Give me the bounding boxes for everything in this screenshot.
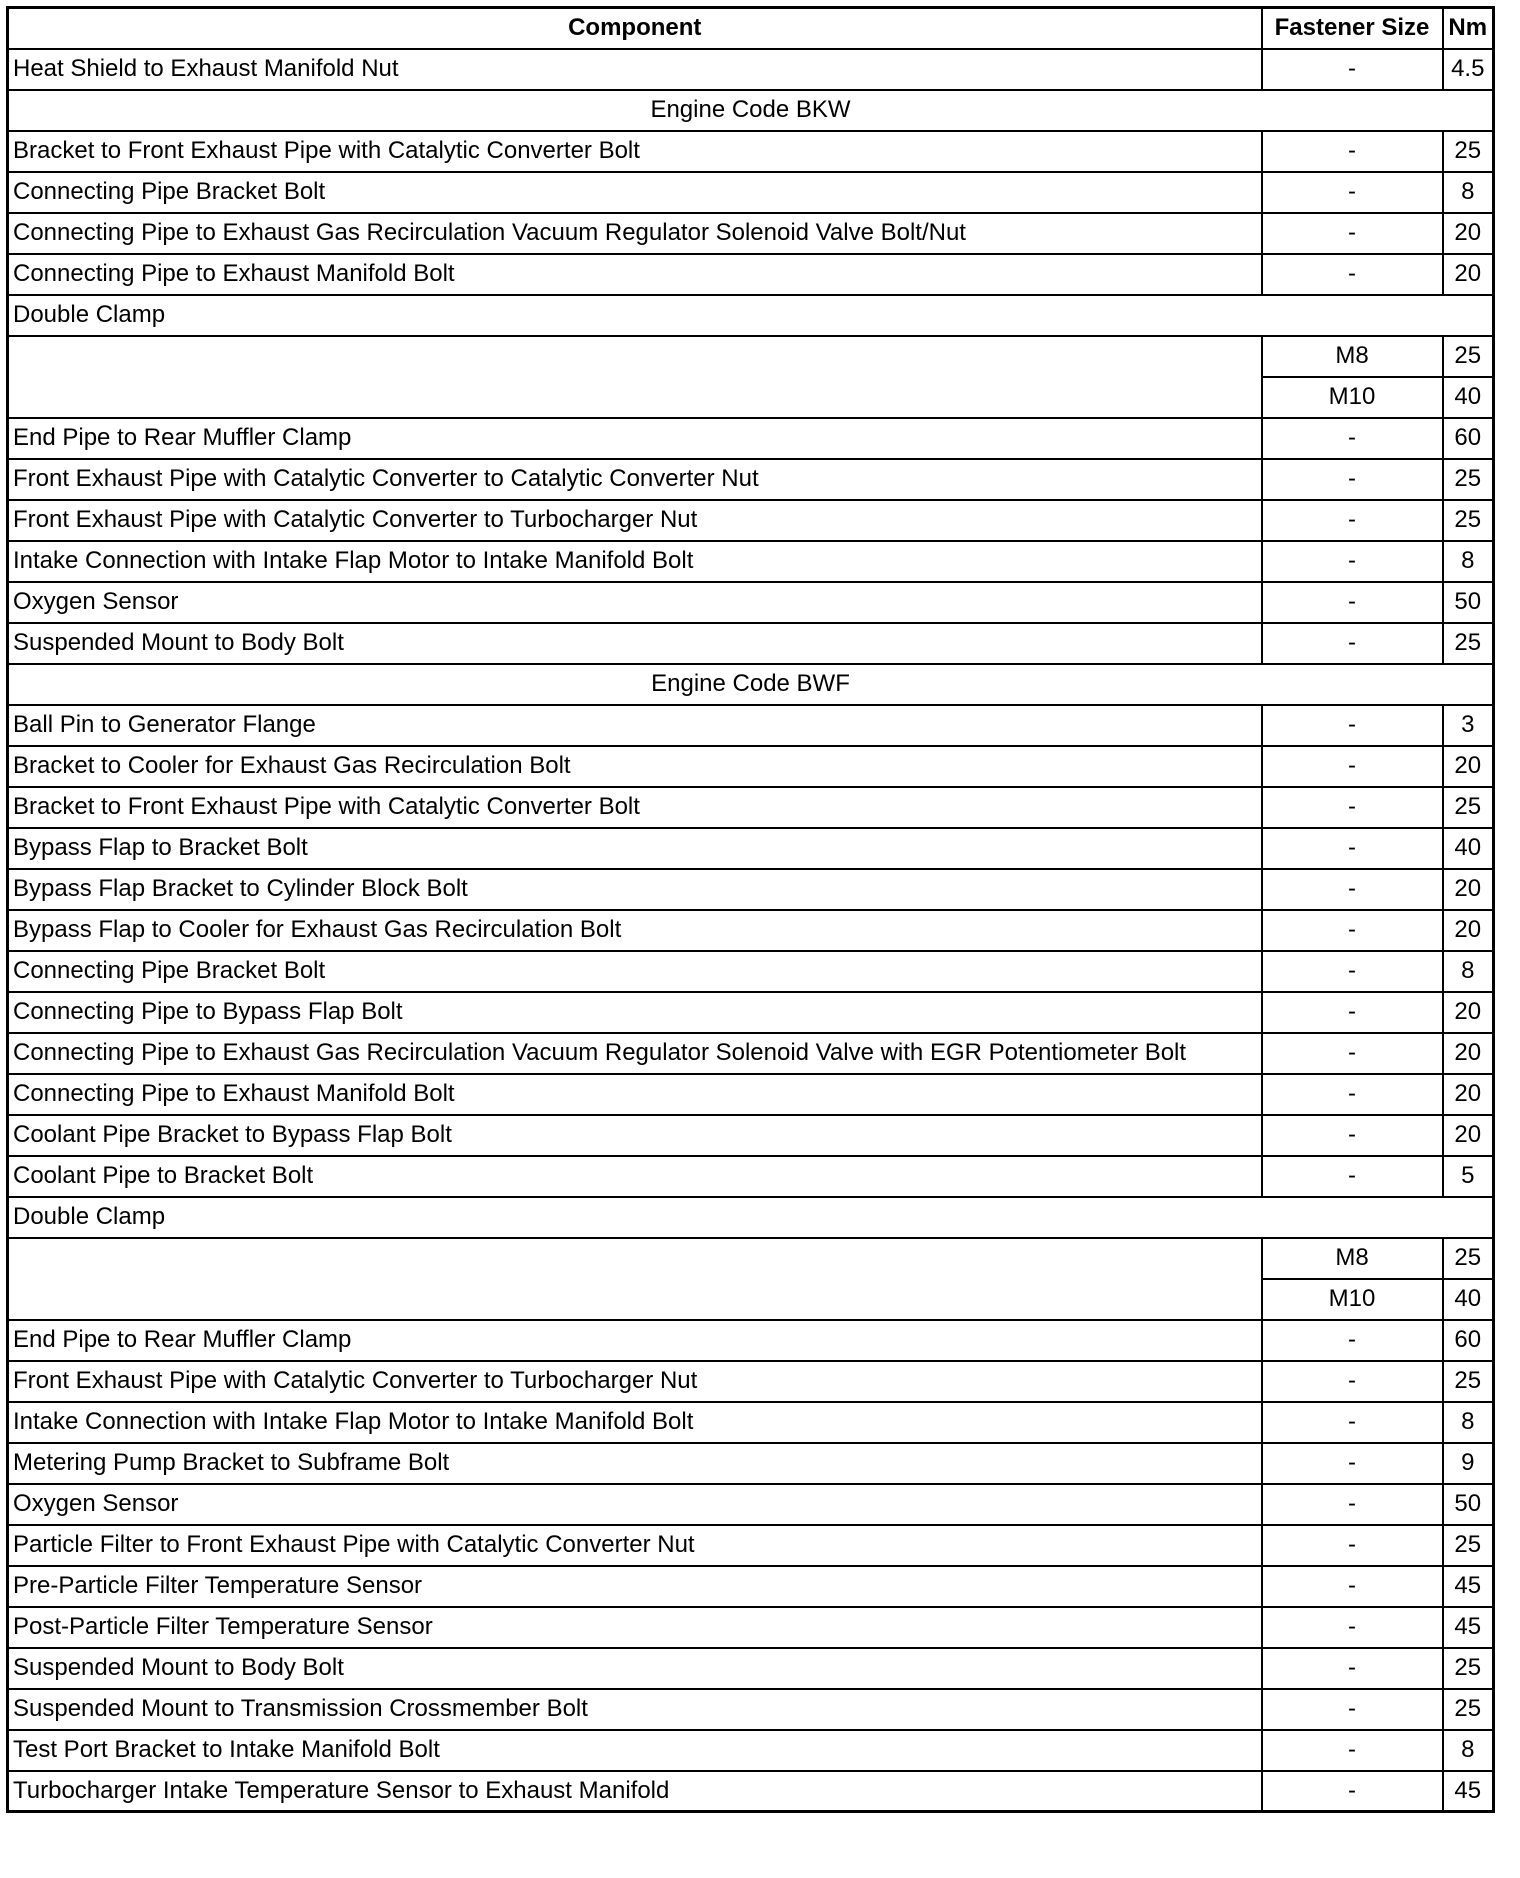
table-row: [8, 131, 1494, 172]
component-cell: Bracket to Front Exhaust Pipe with Catalytic Converter Bolt: [8, 131, 1262, 172]
fastener-size-cell: -: [1262, 951, 1443, 992]
nm-cell: 8: [1443, 1730, 1494, 1771]
component-cell: Connecting Pipe to Exhaust Manifold Bolt: [8, 254, 1262, 295]
component-cell: Oxygen Sensor: [8, 1484, 1262, 1525]
table-body: [8, 49, 1494, 1812]
table-row: [8, 623, 1494, 664]
nm-cell: 45: [1443, 1566, 1494, 1607]
table-row: [8, 1771, 1494, 1812]
table-row: [8, 705, 1494, 746]
table-row: [8, 1525, 1494, 1566]
component-cell: Bracket to Front Exhaust Pipe with Catalytic Converter Bolt: [8, 787, 1262, 828]
component-cell: Pre-Particle Filter Temperature Sensor: [8, 1566, 1262, 1607]
fastener-size-cell: -: [1262, 1402, 1443, 1443]
fastener-size-cell: -: [1262, 1525, 1443, 1566]
component-cell: End Pipe to Rear Muffler Clamp: [8, 1320, 1262, 1361]
nm-cell: 20: [1443, 1033, 1494, 1074]
nm-cell: 25: [1443, 459, 1494, 500]
header-component: Component: [8, 8, 1262, 49]
fastener-size-cell: -: [1262, 1484, 1443, 1525]
fastener-size-cell: -: [1262, 1443, 1443, 1484]
table-row: [8, 746, 1494, 787]
fastener-size-cell: -: [1262, 1566, 1443, 1607]
component-cell: Intake Connection with Intake Flap Motor to Intake Manifold Bolt: [8, 541, 1262, 582]
fastener-size-cell: -: [1262, 705, 1443, 746]
fastener-size-cell: -: [1262, 131, 1443, 172]
table-row: [8, 172, 1494, 213]
nm-cell: 20: [1443, 869, 1494, 910]
header-fastener-size: Fastener Size: [1262, 8, 1443, 49]
fastener-size-cell: M8: [1262, 336, 1443, 377]
fastener-size-cell: -: [1262, 623, 1443, 664]
fastener-size-cell: -: [1262, 1156, 1443, 1197]
nm-cell: 20: [1443, 213, 1494, 254]
fastener-size-cell: -: [1262, 582, 1443, 623]
component-cell: Connecting Pipe Bracket Bolt: [8, 172, 1262, 213]
table-row: [8, 1402, 1494, 1443]
nm-cell: 20: [1443, 1074, 1494, 1115]
table-row: [8, 418, 1494, 459]
section-row: [8, 664, 1494, 705]
table-row: [8, 213, 1494, 254]
fastener-size-cell: -: [1262, 541, 1443, 582]
nm-cell: 60: [1443, 418, 1494, 459]
component-cell: Particle Filter to Front Exhaust Pipe with Catalytic Converter Nut: [8, 1525, 1262, 1566]
fastener-size-cell: -: [1262, 828, 1443, 869]
nm-cell: 25: [1443, 623, 1494, 664]
fastener-size-cell: -: [1262, 869, 1443, 910]
component-cell: Front Exhaust Pipe with Catalytic Converter to Catalytic Converter Nut: [8, 459, 1262, 500]
table-row: [8, 1156, 1494, 1197]
header-nm: Nm: [1443, 8, 1494, 49]
header-row: [8, 8, 1494, 49]
component-cell: Suspended Mount to Body Bolt: [8, 623, 1262, 664]
sub-row: [8, 1238, 1494, 1279]
table-row: [8, 1074, 1494, 1115]
nm-cell: 40: [1443, 1279, 1494, 1320]
sub-row: [8, 336, 1494, 377]
table-row: [8, 459, 1494, 500]
table-row: [8, 910, 1494, 951]
component-cell: End Pipe to Rear Muffler Clamp: [8, 418, 1262, 459]
component-cell: Connecting Pipe to Exhaust Gas Recirculation Vacuum Regulator Solenoid Valve Bolt/Nut: [8, 213, 1262, 254]
component-cell: Oxygen Sensor: [8, 582, 1262, 623]
component-cell: Connecting Pipe to Bypass Flap Bolt: [8, 992, 1262, 1033]
nm-cell: 45: [1443, 1607, 1494, 1648]
group-row: [8, 295, 1494, 336]
nm-cell: 8: [1443, 1402, 1494, 1443]
section-row: [8, 90, 1494, 131]
component-cell: Bracket to Cooler for Exhaust Gas Recirculation Bolt: [8, 746, 1262, 787]
fastener-size-cell: M10: [1262, 1279, 1443, 1320]
fastener-size-cell: -: [1262, 1607, 1443, 1648]
fastener-size-cell: -: [1262, 500, 1443, 541]
component-cell: Coolant Pipe to Bracket Bolt: [8, 1156, 1262, 1197]
nm-cell: 50: [1443, 1484, 1494, 1525]
fastener-size-cell: -: [1262, 1320, 1443, 1361]
component-cell: Test Port Bracket to Intake Manifold Bolt: [8, 1730, 1262, 1771]
fastener-size-cell: -: [1262, 746, 1443, 787]
nm-cell: 25: [1443, 1361, 1494, 1402]
fastener-size-cell: M10: [1262, 377, 1443, 418]
nm-cell: 25: [1443, 1689, 1494, 1730]
component-cell: Connecting Pipe Bracket Bolt: [8, 951, 1262, 992]
component-cell: Bypass Flap Bracket to Cylinder Block Bolt: [8, 869, 1262, 910]
component-cell: Front Exhaust Pipe with Catalytic Converter to Turbocharger Nut: [8, 500, 1262, 541]
fastener-size-cell: -: [1262, 1361, 1443, 1402]
component-cell: Bypass Flap to Bracket Bolt: [8, 828, 1262, 869]
component-cell: Heat Shield to Exhaust Manifold Nut: [8, 49, 1262, 90]
table-row: [8, 1607, 1494, 1648]
nm-cell: 9: [1443, 1443, 1494, 1484]
table-row: [8, 1484, 1494, 1525]
component-cell: Suspended Mount to Transmission Crossmember Bolt: [8, 1689, 1262, 1730]
nm-cell: 4.5: [1443, 49, 1494, 90]
fastener-size-cell: -: [1262, 1730, 1443, 1771]
fastener-size-cell: -: [1262, 1033, 1443, 1074]
fastener-size-cell: -: [1262, 1115, 1443, 1156]
nm-cell: 8: [1443, 541, 1494, 582]
nm-cell: 8: [1443, 951, 1494, 992]
component-cell: Connecting Pipe to Exhaust Gas Recirculation Vacuum Regulator Solenoid Valve with EGR Potentiometer Bolt: [8, 1033, 1262, 1074]
component-cell: Suspended Mount to Body Bolt: [8, 1648, 1262, 1689]
table-row: [8, 1361, 1494, 1402]
fastener-size-cell: -: [1262, 172, 1443, 213]
nm-cell: 20: [1443, 992, 1494, 1033]
nm-cell: 20: [1443, 1115, 1494, 1156]
table-row: [8, 869, 1494, 910]
component-cell: Post-Particle Filter Temperature Sensor: [8, 1607, 1262, 1648]
fastener-size-cell: -: [1262, 1648, 1443, 1689]
fastener-size-cell: -: [1262, 459, 1443, 500]
nm-cell: 25: [1443, 1648, 1494, 1689]
group-row: [8, 1197, 1494, 1238]
nm-cell: 25: [1443, 336, 1494, 377]
table-row: [8, 1443, 1494, 1484]
component-cell: Connecting Pipe to Exhaust Manifold Bolt: [8, 1074, 1262, 1115]
component-cell: Coolant Pipe Bracket to Bypass Flap Bolt: [8, 1115, 1262, 1156]
nm-cell: 40: [1443, 377, 1494, 418]
nm-cell: 40: [1443, 828, 1494, 869]
table-row: [8, 582, 1494, 623]
fastener-size-cell: -: [1262, 1689, 1443, 1730]
nm-cell: 3: [1443, 705, 1494, 746]
nm-cell: 8: [1443, 172, 1494, 213]
component-cell: Turbocharger Intake Temperature Sensor to Exhaust Manifold: [8, 1771, 1262, 1812]
fastener-size-cell: -: [1262, 213, 1443, 254]
table-row: [8, 1320, 1494, 1361]
table-row: [8, 787, 1494, 828]
blank-component-cell: [8, 1238, 1262, 1320]
table-row: [8, 1730, 1494, 1771]
fastener-size-cell: -: [1262, 1074, 1443, 1115]
fastener-size-cell: -: [1262, 1771, 1443, 1812]
table-row: [8, 1033, 1494, 1074]
blank-component-cell: [8, 336, 1262, 418]
table-row: [8, 254, 1494, 295]
table-row: [8, 992, 1494, 1033]
nm-cell: 25: [1443, 1238, 1494, 1279]
nm-cell: 45: [1443, 1771, 1494, 1812]
fastener-size-cell: -: [1262, 992, 1443, 1033]
table-row: [8, 1566, 1494, 1607]
component-cell: Metering Pump Bracket to Subframe Bolt: [8, 1443, 1262, 1484]
component-cell: Bypass Flap to Cooler for Exhaust Gas Recirculation Bolt: [8, 910, 1262, 951]
nm-cell: 25: [1443, 787, 1494, 828]
table-row: [8, 500, 1494, 541]
section-label: Engine Code BKW: [8, 90, 1494, 131]
table-row: [8, 1115, 1494, 1156]
nm-cell: 25: [1443, 131, 1494, 172]
table-row: [8, 541, 1494, 582]
nm-cell: 20: [1443, 254, 1494, 295]
fastener-size-cell: -: [1262, 910, 1443, 951]
nm-cell: 25: [1443, 500, 1494, 541]
nm-cell: 25: [1443, 1525, 1494, 1566]
fastener-size-cell: -: [1262, 254, 1443, 295]
fastener-size-cell: -: [1262, 787, 1443, 828]
nm-cell: 20: [1443, 910, 1494, 951]
fastener-size-cell: -: [1262, 49, 1443, 90]
table-row: [8, 1648, 1494, 1689]
table-row: [8, 49, 1494, 90]
component-cell: Front Exhaust Pipe with Catalytic Converter to Turbocharger Nut: [8, 1361, 1262, 1402]
component-cell: Intake Connection with Intake Flap Motor to Intake Manifold Bolt: [8, 1402, 1262, 1443]
torque-specifications-table: [6, 6, 1495, 1813]
group-label: Double Clamp: [8, 295, 1494, 336]
table-row: [8, 1689, 1494, 1730]
nm-cell: 60: [1443, 1320, 1494, 1361]
section-label: Engine Code BWF: [8, 664, 1494, 705]
table-row: [8, 828, 1494, 869]
fastener-size-cell: -: [1262, 418, 1443, 459]
group-label: Double Clamp: [8, 1197, 1494, 1238]
fastener-size-cell: M8: [1262, 1238, 1443, 1279]
nm-cell: 5: [1443, 1156, 1494, 1197]
nm-cell: 20: [1443, 746, 1494, 787]
component-cell: Ball Pin to Generator Flange: [8, 705, 1262, 746]
nm-cell: 50: [1443, 582, 1494, 623]
table-row: [8, 951, 1494, 992]
